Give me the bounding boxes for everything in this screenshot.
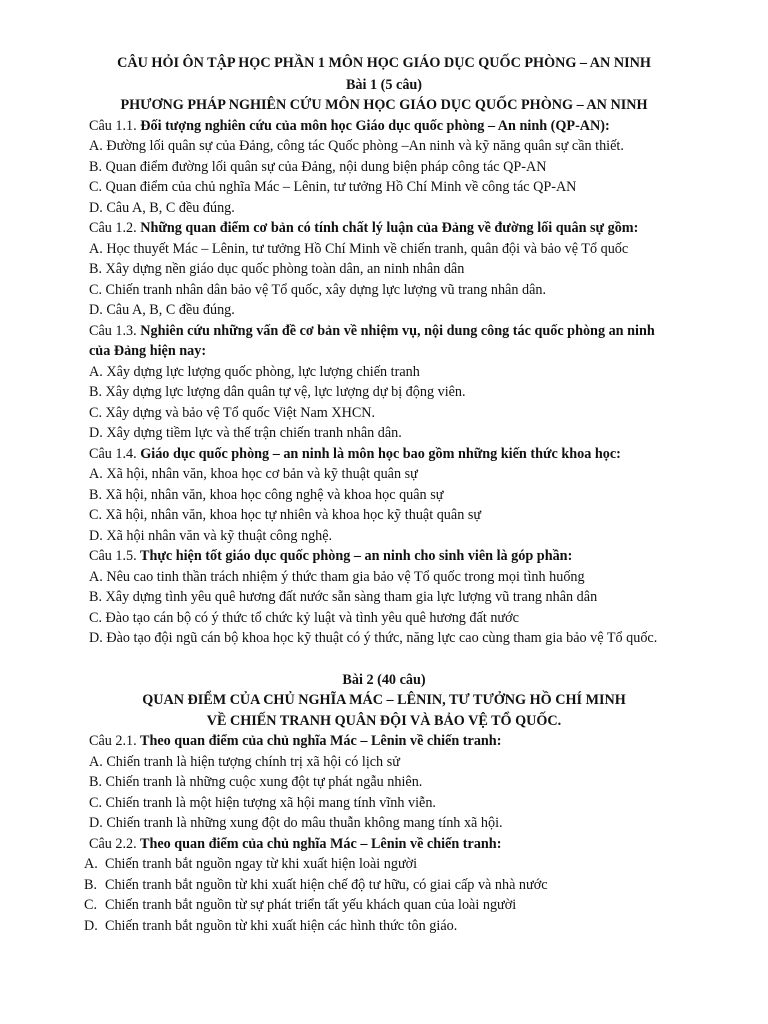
- lesson-1-label: Bài 1 (5 câu): [345, 77, 423, 93]
- option-a: A. Xây dựng lực lượng quốc phòng, lực lượng chiến tranh: [89, 364, 420, 380]
- option-a: A. Đường lối quân sự của Đảng, công tác Quốc phòng –An ninh và kỹ năng quân sự cần thiết.: [89, 138, 624, 154]
- option-c: C. Xây dựng và bảo vệ Tổ quốc Việt Nam XHCN.: [89, 405, 376, 421]
- option-letter: A.: [84, 856, 98, 872]
- option-a: A. Nêu cao tinh thần trách nhiệm ý thức tham gia bảo vệ Tổ quốc trong mọi tình huống: [89, 569, 585, 585]
- question-number: Câu 2.1.: [89, 733, 137, 749]
- question-text: Thực hiện tốt giáo dục quốc phòng – an ninh cho sinh viên là góp phần:: [139, 548, 573, 564]
- option-b: B. Chiến tranh là những cuộc xung đột tự phát ngẫu nhiên.: [89, 774, 423, 790]
- option-b: B. Xây dựng tình yêu quê hương đất nước sẵn sàng tham gia lực lượng vũ trang nhân dân: [89, 589, 598, 605]
- option-d: [0, 916, 768, 936]
- question-text: Theo quan điểm của chủ nghĩa Mác – Lênin về chiến tranh:: [139, 733, 502, 749]
- option-a: A. Chiến tranh là hiện tượng chính trị xã hội có lịch sử: [89, 754, 400, 770]
- question-2-1: [0, 731, 768, 751]
- question-number: Câu 1.4.: [89, 446, 137, 462]
- question-number: Câu 1.2.: [89, 220, 137, 236]
- question-text: Theo quan điểm của chủ nghĩa Mác – Lênin về chiến tranh:: [139, 836, 502, 852]
- option-d: D. Chiến tranh là những xung đột do mâu thuẫn không mang tính xã hội.: [89, 815, 503, 831]
- question-number: Câu 2.2.: [89, 836, 137, 852]
- document-title: CÂU HỎI ÔN TẬP HỌC PHẦN 1 MÔN HỌC GIÁO DỤC QUỐC PHÒNG – AN NINH: [117, 55, 651, 71]
- question-text: Nghiên cứu những vấn đề cơ bản về nhiệm vụ, nội dung công tác quốc phòng an ninh: [140, 323, 655, 339]
- option-letter: D.: [84, 918, 98, 934]
- lesson-2-title-line-2: VỀ CHIẾN TRANH QUÂN ĐỘI VÀ BẢO VỆ TỔ QUỐC.: [206, 713, 562, 729]
- option-text: Chiến tranh bắt nguồn từ khi xuất hiện chế độ tư hữu, có giai cấp và nhà nước: [105, 877, 548, 893]
- option-c: [0, 895, 768, 915]
- option-c: C. Đào tạo cán bộ có ý thức tổ chức kỷ luật và tình yêu quê hương đất nước: [89, 610, 519, 626]
- option-d: D. Câu A, B, C đều đúng.: [89, 200, 235, 216]
- option-b: [0, 875, 768, 895]
- question-number: Câu 1.3.: [89, 323, 137, 339]
- option-letter: B.: [84, 877, 98, 893]
- question-text: Đối tượng nghiên cứu của môn học Giáo dục quốc phòng – An ninh (QP-AN):: [140, 118, 610, 134]
- option-b: B. Xây dựng nền giáo dục quốc phòng toàn dân, an ninh nhân dân: [89, 261, 465, 277]
- option-a: [0, 854, 768, 874]
- question-1-5: [0, 546, 768, 566]
- question-text: Những quan điểm cơ bản có tính chất lý luận của Đảng về đường lối quân sự gồm:: [140, 220, 639, 236]
- question-number: Câu 1.5.: [89, 548, 137, 564]
- option-d: D. Câu A, B, C đều đúng.: [89, 302, 235, 318]
- option-text: Chiến tranh bắt nguồn từ khi xuất hiện các hình thức tôn giáo.: [105, 918, 458, 934]
- option-c: C. Chiến tranh là một hiện tượng xã hội mang tính vĩnh viễn.: [89, 795, 436, 811]
- option-b: B. Quan điểm đường lối quân sự của Đảng, nội dung biện pháp công tác QP-AN: [89, 159, 547, 175]
- option-b: B. Xã hội, nhân văn, khoa học công nghệ và khoa học quân sự: [89, 487, 444, 503]
- option-text: Chiến tranh bắt nguồn ngay từ khi xuất hiện loài người: [105, 856, 418, 872]
- option-text: Chiến tranh bắt nguồn từ sự phát triển tất yếu khách quan của loài người: [105, 897, 517, 913]
- option-c: C. Xã hội, nhân văn, khoa học tự nhiên và khoa học kỹ thuật quân sự: [89, 507, 482, 523]
- question-text-continued: của Đảng hiện nay:: [89, 343, 207, 359]
- question-text: Giáo dục quốc phòng – an ninh là môn học bao gồm những kiến thức khoa học:: [140, 446, 621, 462]
- question-number: Câu 1.1.: [89, 118, 137, 134]
- option-d: D. Xã hội nhân văn và kỹ thuật công nghệ.: [89, 528, 333, 544]
- option-a: A. Xã hội, nhân văn, khoa học cơ bản và kỹ thuật quân sự: [89, 466, 418, 482]
- question-1-4: [0, 444, 768, 464]
- lesson-2-label: Bài 2 (40 câu): [342, 672, 426, 688]
- option-d: D. Đào tạo đội ngũ cán bộ khoa học kỹ thuật có ý thức, năng lực cao cùng tham gia bảo vệ Tổ quốc.: [89, 630, 658, 646]
- option-c: C. Chiến tranh nhân dân bảo vệ Tổ quốc, xây dựng lực lượng vũ trang nhân dân.: [89, 282, 547, 298]
- lesson-1-title: PHƯƠNG PHÁP NGHIÊN CỨU MÔN HỌC GIÁO DỤC QUỐC PHÒNG – AN NINH: [120, 97, 648, 113]
- option-letter: C.: [84, 897, 98, 913]
- question-1-1: [0, 116, 768, 136]
- question-2-2: [0, 834, 768, 854]
- option-d: D. Xây dựng tiềm lực và thế trận chiến tranh nhân dân.: [89, 425, 402, 441]
- lesson-2-title-line-1: QUAN ĐIỂM CỦA CHỦ NGHĨA MÁC – LÊNIN, TƯ TƯỞNG HỒ CHÍ MINH: [142, 692, 626, 708]
- question-1-2: [0, 218, 768, 238]
- option-b: B. Xây dựng lực lượng dân quân tự vệ, lực lượng dự bị động viên.: [89, 384, 466, 400]
- option-a: A. Học thuyết Mác – Lênin, tư tưởng Hồ Chí Minh về chiến tranh, quân đội và bảo vệ Tổ quốc: [89, 241, 629, 257]
- option-c: C. Quan điểm của chủ nghĩa Mác – Lênin, tư tưởng Hồ Chí Minh về công tác QP-AN: [89, 179, 577, 195]
- question-1-3: [0, 321, 768, 341]
